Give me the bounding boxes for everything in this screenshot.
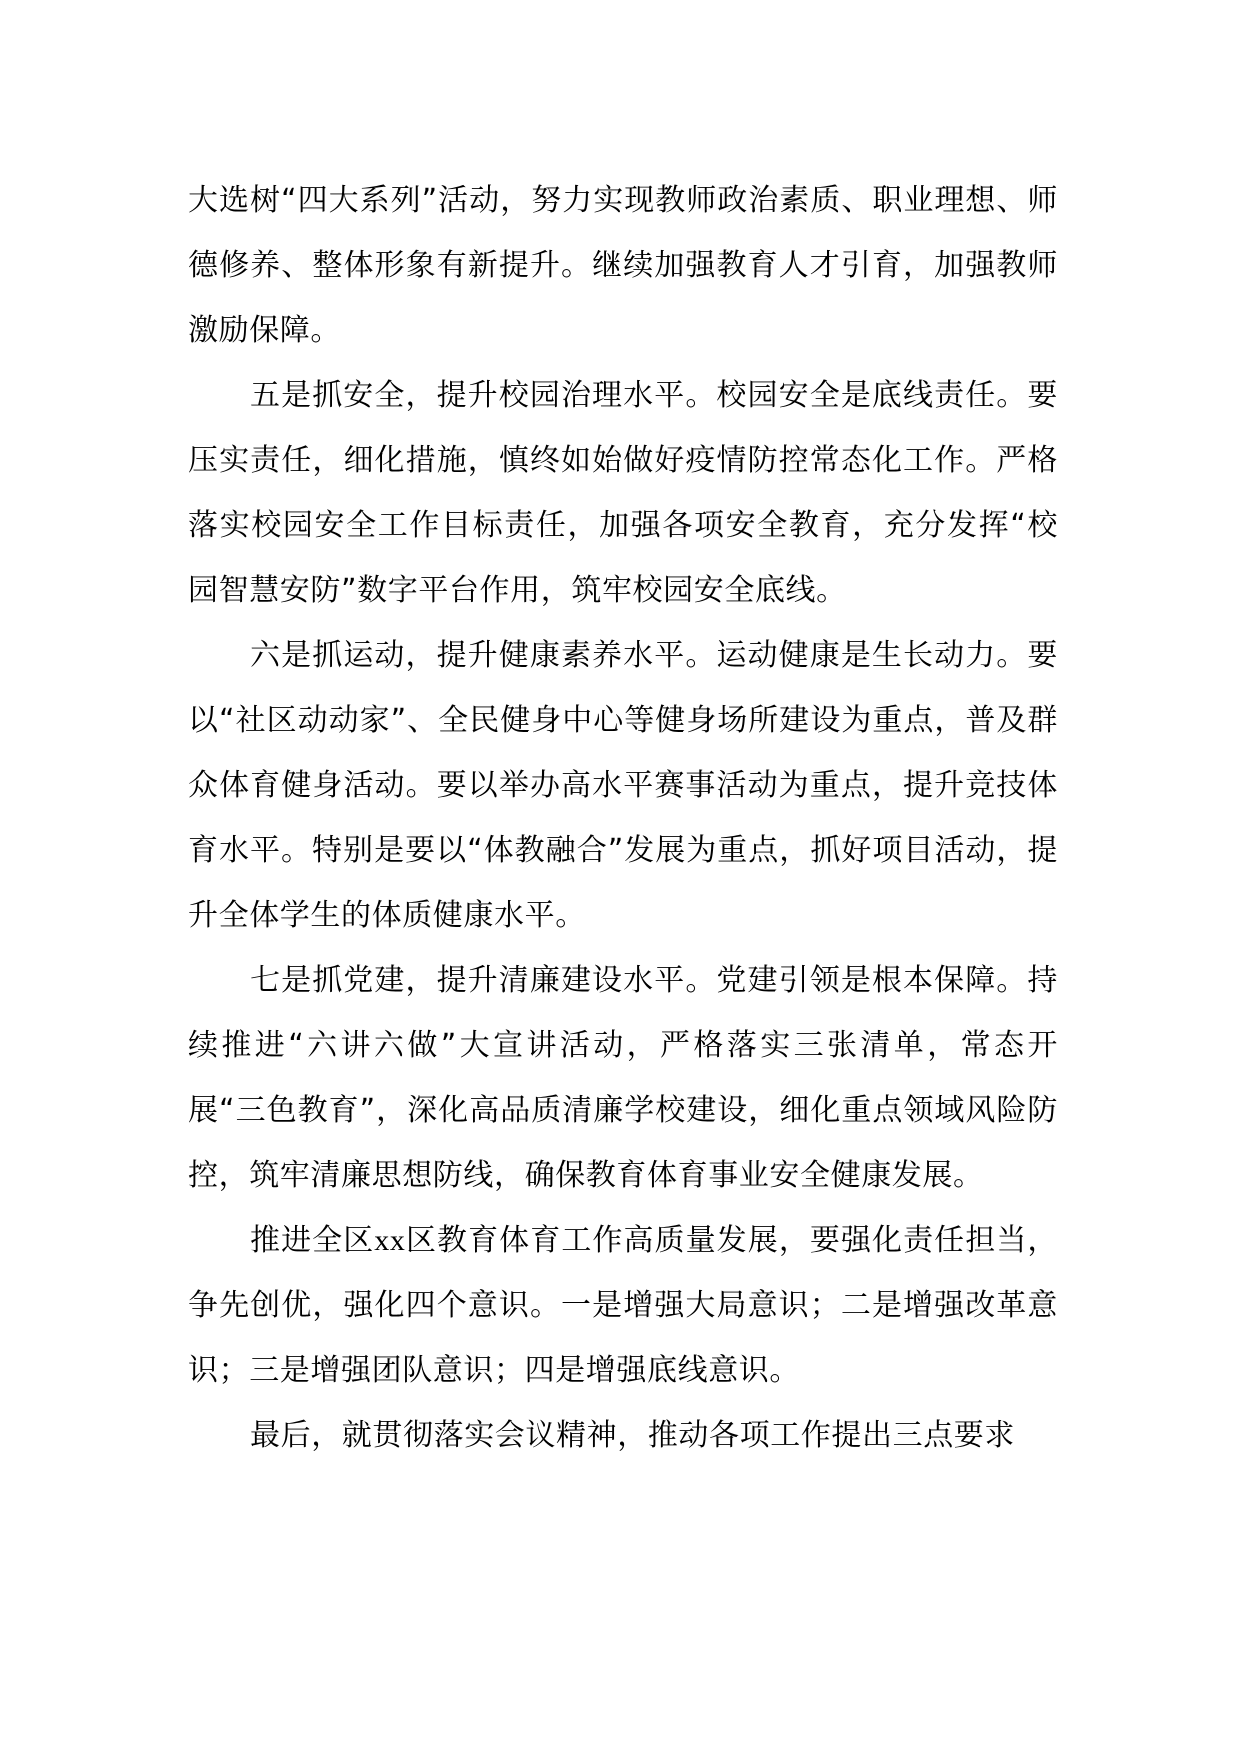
paragraph-four-awareness-body: 区教育体育工作高质量发展，要强化责任担当，争先创优，强化四个意识。一是增强大局意识；二是增强改革意识；三是增强团队意识；四是增强底线意识。 xyxy=(188,1223,1058,1388)
paragraph-campus-safety: 五是抓安全，提升校园治理水平。校园安全是底线责任。要压实责任，细化措施，慎终如始做好疫情防控常态化工作。严格落实校园安全工作目标责任，加强各项安全教育，充分发挥“校园智慧安防”数字平台作用，筑牢校园安全底线。 xyxy=(188,378,1058,608)
paragraph-sports-health: 六是抓运动，提升健康素养水平。运动健康是生长动力。要以“社区动动家”、全民健身中心等健身场所建设为重点，普及群众体育健身活动。要以举办高水平赛事活动为重点，提升竞技体育水平。特别是要以“体教融合”发展为重点，抓好项目活动，提升全体学生的体质健康水平。 xyxy=(188,638,1058,933)
district-placeholder: xx xyxy=(374,1224,406,1257)
paragraph-four-awareness-lead: 推进全区 xyxy=(250,1223,375,1258)
paragraph-final-requirements: 最后，就贯彻落实会议精神，推动各项工作提出三点要求 xyxy=(250,1418,1015,1453)
document-body xyxy=(188,168,1058,1468)
paragraph-teacher-development: 大选树“四大系列”活动，努力实现教师政治素质、职业理想、师德修养、整体形象有新提升。继续加强教育人才引育，加强教师激励保障。 xyxy=(188,183,1058,348)
paragraph-party-building: 七是抓党建，提升清廉建设水平。党建引领是根本保障。持续推进“六讲六做”大宣讲活动，严格落实三张清单，常态开展“三色教育”，深化高品质清廉学校建设，细化重点领域风险防控，筑牢清廉思想防线，确保教育体育事业安全健康发展。 xyxy=(188,963,1058,1193)
paragraph-four-awareness xyxy=(188,1208,1058,1403)
